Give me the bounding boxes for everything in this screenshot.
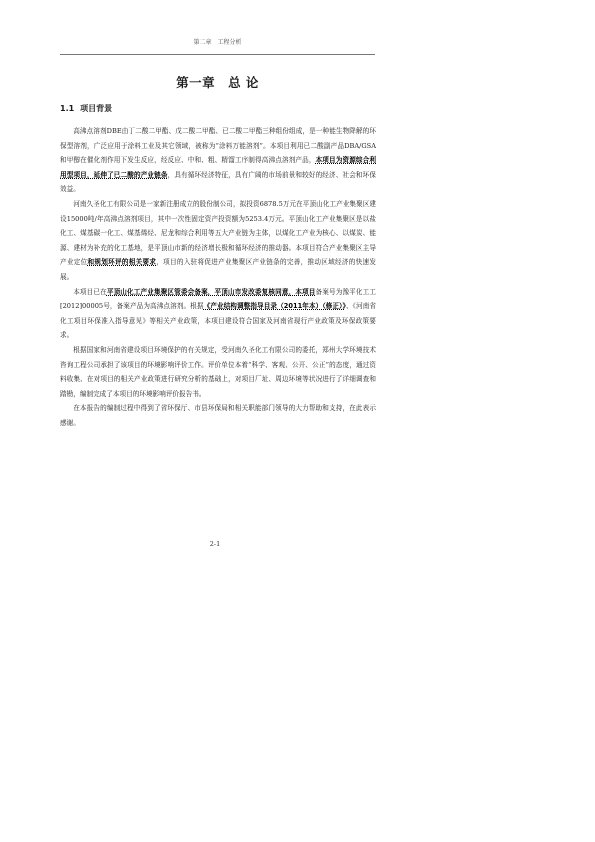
paragraph-commission: 根据国家和河南省建设项目环境保护的有关规定，受河南久圣化工有限公司的委托，郑州大学环境技术咨询工程公司承担了该项目的环境影响评价工作。评价单位本着“科学、客观、公开、公正”的态度，通过资料收集、在对项目的相关产业政策进行研究分析的基础上，对项目厂址、周边环境等状况进行了详细调查和踏勘，编制完成了本项目的环境影响评价报告书。 bbox=[60, 345, 376, 398]
section-heading bbox=[60, 103, 112, 115]
paragraph-text: 备案号为豫平化工工[2012]00005号，备案产品为高沸点溶剂。根据 bbox=[60, 287, 376, 311]
paragraph-background bbox=[60, 124, 376, 197]
highlighted-text: 本项目为资源综合利用型项目，延伸了已二酸的产业链条 bbox=[60, 156, 376, 179]
highlighted-text: 平顶山化工产业集聚区管委会备案，平顶山市发改委复核同意，本项目 bbox=[106, 287, 316, 296]
highlighted-text: 和规划环评的相关要求 bbox=[87, 258, 157, 267]
section-title: 项目背景 bbox=[80, 104, 113, 113]
paragraph-text: 、《河南省化工项目环保准入指导意见》等相关产业政策，本项目建设符合国家及河南省现行产业政策及环保政策要求。 bbox=[60, 302, 376, 340]
paragraph-text: 本项目已在 bbox=[73, 287, 107, 296]
running-header bbox=[60, 38, 375, 55]
running-header-title: 第二章 工程分析 bbox=[193, 39, 242, 46]
section-number: 1.1 bbox=[60, 104, 75, 113]
highlighted-text: 《产业结构调整指导目录（2011年本）（修正）》 bbox=[203, 302, 346, 311]
paragraph-acknowledgement: 在本报告的编制过程中得到了省环保厅、市县环保局和相关职能部门领导的大力帮助和支持，在此表示感谢。 bbox=[60, 404, 376, 427]
body-text bbox=[60, 124, 376, 430]
paragraph-text: ，具有循环经济特征，具有广阔的市场前景和较好的经济、社会和环保效益。 bbox=[60, 170, 376, 194]
paragraph-text: 高沸点溶剂DBE由丁二酸二甲酯、戊二酸二甲酯、已二酸二甲酯三种组份组成，是一种能生物降解的环保型溶剂，广泛应用于涂料工业及其它领域，被称为“涂料万能溶剂”。本项目利用已二酸副产品DBA/GSA和甲醇在催化剂作用下发生反应，经反应、中和、粗、精馏工序制得高沸点溶剂产品， bbox=[60, 127, 376, 165]
chapter-title: 第一章 总 论 bbox=[176, 75, 259, 90]
paragraph-text: ，项目的入驻将促进产业集聚区产业链条的完善，推动区域经济的快速发展。 bbox=[60, 258, 376, 281]
paragraph-company bbox=[60, 197, 376, 285]
paragraph-text: 河南久圣化工有限公司是一家新注册成立的股份制公司，拟投资6878.5万元在平顶山化工产业集聚区建设15000吨/年高沸点溶剂项目，其中一次性固定资产投资额为5253.4万元。平顶山化工产业集聚区是以盐化工、煤基碳一化工、煤基烯烃、尼龙和综合利用等五大产业链为主体，以煤化工产业为核心、以煤炭、能源、建材为补充的化工基地，是平顶山市新的经济增长极和循环经济的推动器。本项目符合产业集聚区主导产业定位 bbox=[60, 199, 376, 267]
page-number: 2-1 bbox=[209, 540, 221, 548]
paragraph-policy bbox=[60, 285, 376, 343]
